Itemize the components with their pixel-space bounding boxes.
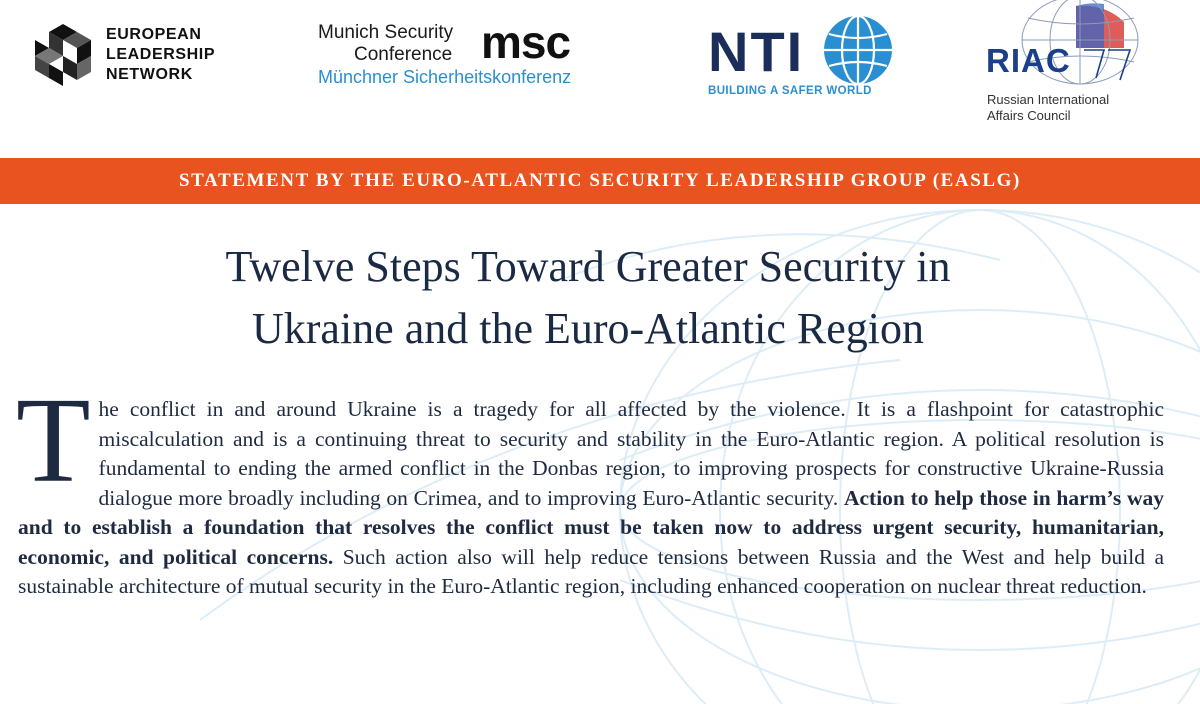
eln-line-1: EUROPEAN bbox=[106, 26, 202, 43]
title-line-1: Twelve Steps Toward Greater Security in bbox=[225, 242, 951, 291]
msc-line-2: Conference bbox=[354, 44, 453, 65]
banner-text: STATEMENT BY THE EURO-ATLANTIC SECURITY LEADERSHIP GROUP (EASLG) bbox=[179, 170, 1021, 191]
eln-line-3: NETWORK bbox=[106, 66, 193, 83]
riac-sub-line-2: Affairs Council bbox=[987, 108, 1071, 123]
document-title bbox=[0, 236, 1176, 360]
eln-cube-icon bbox=[32, 22, 94, 88]
partner-logos bbox=[0, 0, 1200, 158]
msc-logo bbox=[318, 16, 618, 92]
nti-tagline: BUILDING A SAFER WORLD bbox=[708, 85, 872, 97]
paragraph-text-end: Such action also will help reduce tensions between Russia and the West and help build a sustainable architecture of mutual security in the Euro-Atlantic region, including enhanced cooperation on nuclear threat reduction. bbox=[18, 544, 1165, 598]
msc-line-3: Münchner Sicherheitskonferenz bbox=[318, 67, 572, 87]
eln-logo bbox=[32, 22, 215, 88]
riac-sub-line-1: Russian International bbox=[987, 92, 1110, 107]
statement-banner bbox=[0, 158, 1200, 204]
paragraph-text-bold: Action to help those in harm’s way and to establish a foundation that resolves the conflict must be taken now to address urgent security, humanitarian, economic, and political concerns. bbox=[18, 485, 1164, 569]
intro-paragraph bbox=[16, 373, 1165, 602]
riac-logo bbox=[984, 0, 1200, 130]
nti-logo bbox=[706, 14, 906, 104]
riac-wordmark: RIAC bbox=[986, 42, 1071, 79]
drop-cap: T bbox=[16, 373, 91, 508]
nti-wordmark: NTI bbox=[708, 20, 805, 83]
paragraph-text-start: he conflict in and around Ukraine is a tragedy for all affected by the violence. It is a flashpoint for catastrophic miscalculation and is a continuing threat to security and stability in the Euro-Atlantic region. A political resolution is fundamental to ending the armed conflict in the Donbas region, to improving prospects for constructive Ukraine-Russia dialogue more broadly including on Crimea, and to improving Euro-Atlantic security. bbox=[98, 397, 1164, 510]
title-line-2: Ukraine and the Euro-Atlantic Region bbox=[251, 304, 924, 353]
msc-mark: msc bbox=[481, 16, 571, 68]
eln-line-2: LEADERSHIP bbox=[106, 46, 216, 63]
nti-globe-icon bbox=[822, 14, 894, 86]
msc-line-1: Munich Security bbox=[318, 22, 454, 43]
